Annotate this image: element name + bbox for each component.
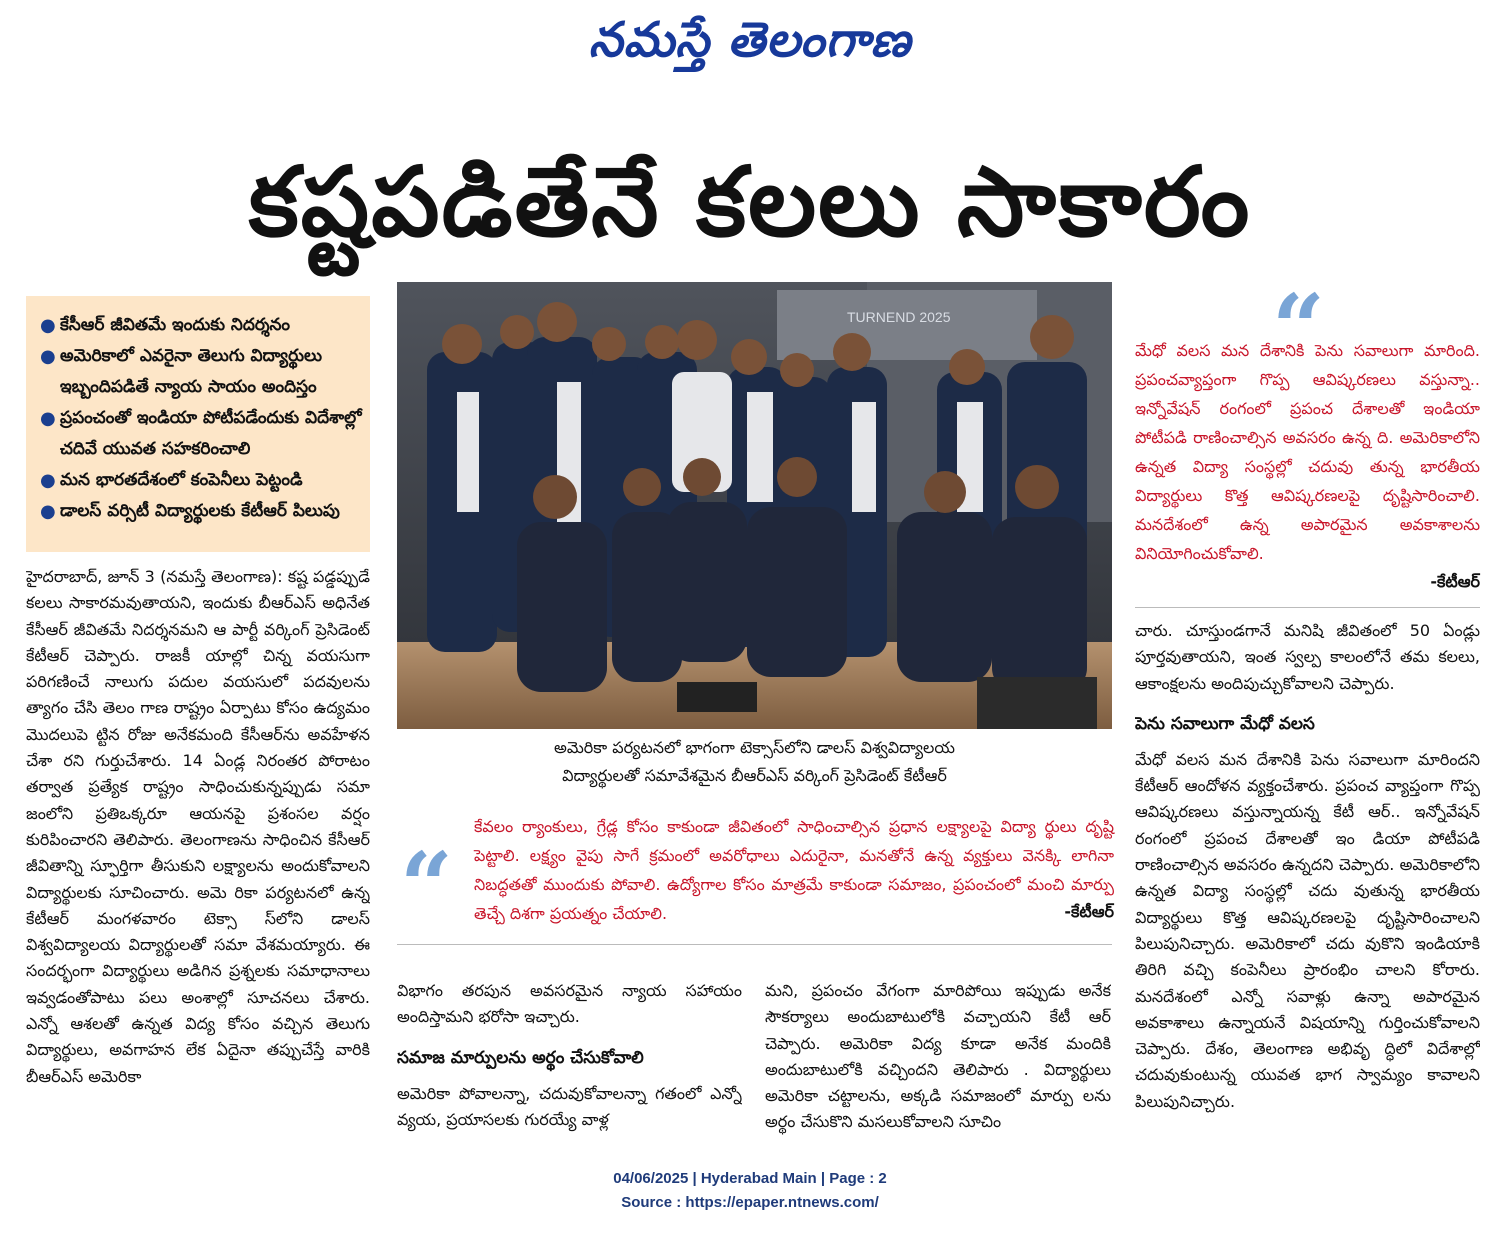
article-body: చారు. చూస్తుండగానే మనిషి జీవితంలో 50 ఏండ్లు పూర్తవుతాయని, ఇంత స్వల్ప కాలంలోనే తమ కలలు, ఆకాంక్షలను అందిపుచ్చుకోవాలని చెప్పారు. [1135,621,1480,693]
middle-column-1 [397,978,742,1158]
footer-source-link[interactable]: Source : https://epaper.ntnews.com/ [621,1194,879,1211]
article-body: మని, ప్రపంచం వేగంగా మారిపోయి ఇప్పుడు అనేక సౌకర్యాలు అందుబాటులోకి వచ్చాయని కేటీ ఆర్ చెప్పారు. అమెరికా విద్య కూడా అనేక మందికి అందుబాటులోకి వచ్చిందని తెలిపారు . విద్యార్థులు అమెరికా చట్టాలను, అక్కడి సమాజంలో మార్పు లను అర్థం చేసుకొని మసలుకోవాలని సూచిం [765,981,1111,1132]
quote-mark-icon: “ [1272,274,1325,382]
highlight-item [34,496,362,527]
group-photo-image [397,282,1112,729]
bullet-icon: ● [40,315,56,336]
quote-attribution: -కేటీఆర్ [1430,572,1480,591]
highlights-box [26,296,370,552]
bullet-icon: ● [40,470,56,491]
headline: కష్టపడితేనే కలలు సాకారం [248,146,1252,258]
right-quote [1135,336,1480,595]
highlight-item [34,341,362,403]
highlight-text: కేసీఆర్ జీవితమే ఇందుకు నిదర్శనం [60,315,291,335]
left-column [26,564,370,1154]
photo-caption [397,734,1112,790]
divider [1135,607,1480,608]
photo-banner-text: TURNEND 2025 [847,309,951,325]
caption-line: అమెరికా పర్యటనలో భాగంగా టెక్సాస్‌లోని డాలస్ విశ్వవిద్యాలయ [554,738,955,757]
highlight-text: డాలస్ వర్సిటీ విద్యార్థులకు కేటీఆర్ పిలుపు [60,501,340,521]
quote-attribution: -కేటీఆర్ [1064,902,1114,921]
highlight-text: అమెరికాలో ఎవరైనా తెలుగు విద్యార్థులు ఇబ్బందిపడితే న్యాయ సాయం అందిస్తం [60,346,322,397]
bullet-icon: ● [40,346,56,367]
highlight-text: ప్రపంచంతో ఇండియా పోటీపడేందుకు విదేశాల్లో చదివే యువత సహకరించాలి [60,408,362,459]
quote-mark-icon: “ [400,832,453,940]
subheading: సమాజ మార్పులను అర్థం చేసుకోవాలి [397,1047,644,1068]
article-body: హైదరాబాద్, జూన్ 3 (నమస్తే తెలంగాణ): కష్ట పడ్డప్పుడే కలలు సాకారమవుతాయని, ఇందుకు బీఆర్ఎస్ అధినేత కేసీఆర్ జీవితమే నిదర్శనమని ఆ పార్టీ వర్కింగ్ ప్రెసిడెంట్ కేటీఆర్ చెప్పారు. రాజకీ యాల్లో చిన్న వయసుగా పరిగణించే నాలుగు పదుల వయసులో పదవులను త్యాగం చేసి తెలం గాణ రాష్ట్రం ఏర్పాటు కోసం ఉద్యమం మొదలుపె ట్టిన రోజు అనేకమంది కేసీఆర్‌ను అవహేళన చేశా రని గుర్తుచేశారు. 14 ఏండ్ల నిరంతర పోరాటం తర్వాత ప్రత్యేక రాష్ట్రం సాధించుకున్నప్పుడు సమా జంలోని ప్రతిఒక్కరూ ఆయనపై ప్రశంసల వర్షం కురిపించారని తెలిపారు. తెలంగాణను సాధించిన కేసీఆర్ జీవితాన్ని స్ఫూర్తిగా తీసుకుని లక్ష్యాలను అందుకోవాలని విద్యార్థులకు సూచించారు. అమె రికా పర్యటనలో ఉన్న కేటీఆర్ మంగళవారం టెక్సా స్‌లోని డాలస్ విశ్వవిద్యాలయ విద్యార్థులతో సమా వేశమయ్యారు. ఈ సందర్భంగా విద్యార్థులు అడిగిన ప్రశ్నలకు సమాధానాలు ఇవ్వడంతోపాటు పలు అంశాల్లో సూచనలు చేశారు. ఎన్నో ఆశలతో ఉన్నత విద్య కోసం వచ్చిన తెలుగు విద్యార్థులు, అవగాహన లేక ఏదైనా తప్పుచేస్తే వారికి బీఆర్ఎస్ అమెరికా [26,567,370,1086]
subheading: పెను సవాలుగా మేధో వలస [1135,713,1315,734]
caption-line: విద్యార్థులతో సమావేశమైన బీఆర్ఎస్ వర్కింగ్ ప్రెసిడెంట్ కేటీఆర్ [562,766,947,785]
bullet-icon: ● [40,501,56,522]
article-body: అమెరికా పోవాలన్నా, చదువుకోవాలన్నా గతంలో ఎన్నో వ్యయ, ప్రయాసలకు గురయ్యే వాళ్ల [397,1083,742,1129]
highlight-item [34,465,362,496]
masthead-logo: నమస్తే తెలంగాణ [588,12,912,68]
divider [397,944,1112,945]
highlight-item [34,310,362,341]
quote-text: మేధో వలస మన దేశానికి పెను సవాలుగా మారింది. ప్రపంచవ్యాప్తంగా గొప్ప ఆవిష్కరణలు వస్తున్నా.. ఇన్నోవేషన్ రంగంలో ప్రపంచ దేశాలతో ఇండియా పోటీపడి రాణించాల్సిన అవసరం ఉన్న ది. అమెరికాలోని ఉన్నత విద్యా సంస్థల్లో చదువు తున్న భారతీయ విద్యార్థులు కొత్త ఆవిష్కరణలపై దృష్టిసారించాలి. మనదేశంలో ఉన్న అపారమైన అవకాశాలను వినియోగించుకోవాలి. [1135,341,1480,563]
quote-text: కేవలం ర్యాంకులు, గ్రేడ్ల కోసం కాకుండా జీవితంలో సాధించాల్సిన ప్రధాన లక్ష్యాలపై విద్యా ర్థులు దృష్టి పెట్టాలి. లక్ష్యం వైపు సాగే క్రమంలో అవరోధాలు ఎదురైనా, మనతోనే ఉన్న వ్యక్తులు వెనక్కి లాగినా నిబద్ధతతో ముందుకు పోవాలి. ఉద్యోగాల కోసం మాత్రమే కాకుండా సమాజం, ప్రపంచంలో మంచి మార్పు తెచ్చే దిశగా ప్రయత్నం చేయాలి. [474,817,1114,923]
bullet-icon: ● [40,408,56,429]
right-column [1135,618,1480,1158]
highlight-item [34,403,362,465]
news-photo [397,282,1112,729]
footer-date-page: 04/06/2025 | Hyderabad Main | Page : 2 [613,1170,887,1187]
article-body: విభాగం తరపున అవసరమైన న్యాయ సహాయం అందిస్తామని భరోసా ఇచ్చారు. [397,981,742,1027]
highlight-text: మన భారతదేశంలో కంపెనీలు పెట్టండి [60,470,303,490]
middle-column-2 [765,978,1111,1158]
center-quote [474,812,1114,925]
article-body: మేధో వలస మన దేశానికి పెను సవాలుగా మారిందని కేటీఆర్ ఆందోళన వ్యక్తంచేశారు. ప్రపంచ వ్యాప్తంగా గొప్ప ఆవిష్కరణలు వస్తున్నాయన్న కేటీ ఆర్.. ఇన్నోవేషన్ రంగంలో ప్రపంచ దేశాలతో ఇం డియా పోటీపడి రాణించాల్సిన అవసరం ఉన్నదని చెప్పారు. అమెరికాలోని ఉన్నత విద్యా సంస్థల్లో చదు వుతున్న భారతీయ విద్యార్థులు కొత్త ఆవిష్కరణలపై దృష్టిసారించాలని పిలుపునిచ్చారు. అమెరికాలో చదు వుకొని ఇండియాకి తిరిగి వచ్చి కంపెనీలు ప్రారంభిం చాలని కోరారు. మనదేశంలో ఎన్నో సవాళ్లు ఉన్నా అపారమైన అవకాశాలు ఉన్నాయనే విషయాన్ని గుర్తించుకోవాలని చెప్పారు. దేశం, తెలంగాణ అభివృ ద్ధిలో విదేశాల్లో చదువుకుంటున్న యువత భాగ స్వామ్యం కావాలని పిలుపునిచ్చారు. [1135,749,1480,1111]
